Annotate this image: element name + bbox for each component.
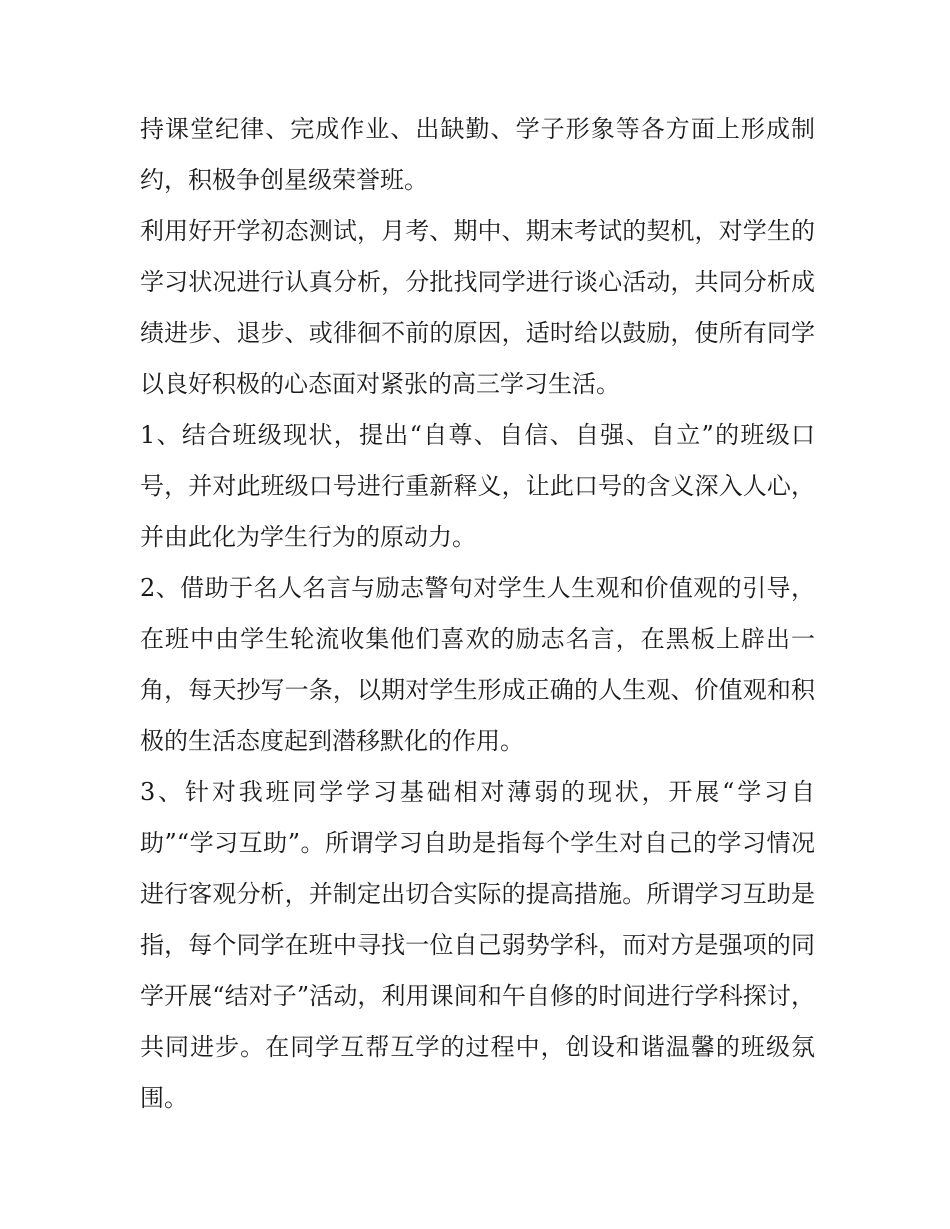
paragraph-exam-analysis: 利用好开学初态测试，月考、期中、期末考试的契机，对学生的学习状况进行认真分析，分批找同学进行谈心活动，共同分析成绩进步、退步、或徘徊不前的原因，适时给以鼓励，使所有同学以良好积极的心态面对紧张的高三学习生活。 (140, 217, 815, 398)
paragraph-item-2-motivational-quotes: 2、借助于名人名言与励志警句对学生人生观和价值观的引导，在班中由学生轮流收集他们喜欢的励志名言，在黑板上辟出一角，每天抄写一条，以期对学生形成正确的人生观、价值观和积极的生活态度起到潜移默化的作用。 (140, 574, 815, 755)
document-body (140, 104, 815, 1124)
paragraph-class-discipline: 持课堂纪律、完成作业、出缺勤、学子形象等各方面上形成制约，积极争创星级荣誉班。 (140, 115, 815, 194)
paragraph-item-3-learning-mutual-aid: 3、针对我班同学学习基础相对薄弱的现状，开展“学习自助”“学习互助”。所谓学习自助是指每个学生对自己的学习情况进行客观分析，并制定出切合实际的提高措施。所谓学习互助是指，每个同学在班中寻找一位自己弱势学科，而对方是强项的同学开展“结对子”活动，利用课间和午自修的时间进行学科探讨，共同进步。在同学互帮互学的过程中，创设和谐温馨的班级氛围。 (140, 778, 815, 1112)
paragraph-item-1-class-slogan: 1、结合班级现状，提出“自尊、自信、自强、自立”的班级口号，并对此班级口号进行重新释义，让此口号的含义深入人心，并由此化为学生行为的原动力。 (140, 421, 815, 551)
